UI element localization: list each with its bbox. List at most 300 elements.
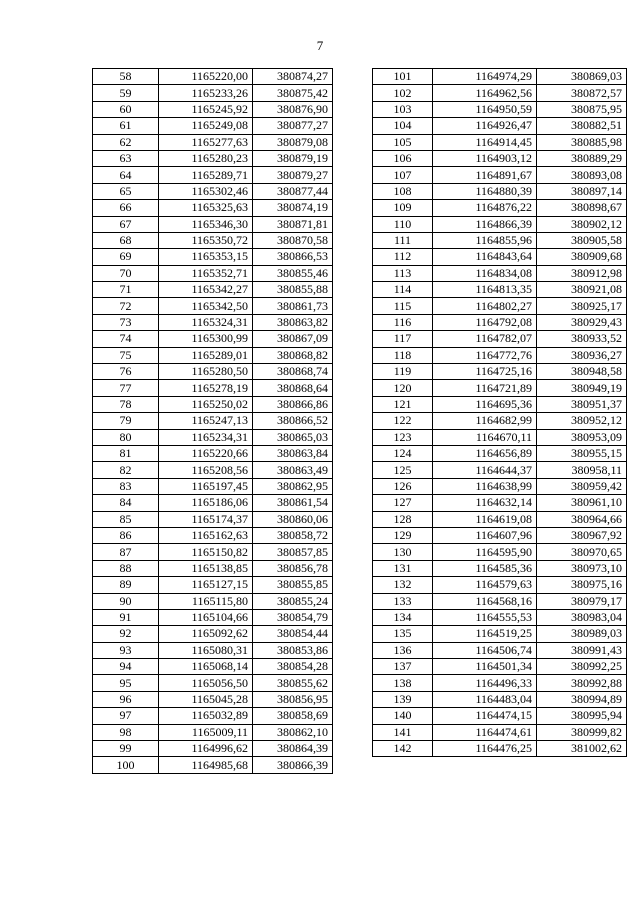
point-number-cell: 115 xyxy=(373,298,433,314)
x-coordinate-cell: 1164950,59 xyxy=(433,101,537,117)
table-row xyxy=(93,249,333,265)
y-coordinate-cell: 380953,09 xyxy=(537,429,627,445)
point-number-cell: 112 xyxy=(373,249,433,265)
point-number-cell: 111 xyxy=(373,232,433,248)
y-coordinate-cell: 380857,85 xyxy=(253,544,333,560)
x-coordinate-cell: 1165280,23 xyxy=(159,150,253,166)
coordinates-table-left xyxy=(92,68,333,774)
table-row xyxy=(93,101,333,117)
coordinates-table-right xyxy=(372,68,627,757)
table-row xyxy=(93,298,333,314)
y-coordinate-cell: 380933,52 xyxy=(537,331,627,347)
x-coordinate-cell: 1165247,13 xyxy=(159,413,253,429)
x-coordinate-cell: 1165150,82 xyxy=(159,544,253,560)
table-row xyxy=(373,741,627,757)
x-coordinate-cell: 1165032,89 xyxy=(159,708,253,724)
point-number-cell: 116 xyxy=(373,314,433,330)
x-coordinate-cell: 1164802,27 xyxy=(433,298,537,314)
table-row xyxy=(373,495,627,511)
table-row xyxy=(93,413,333,429)
x-coordinate-cell: 1165353,15 xyxy=(159,249,253,265)
point-number-cell: 104 xyxy=(373,118,433,134)
table-row xyxy=(93,150,333,166)
table-row xyxy=(93,396,333,412)
table-row xyxy=(373,150,627,166)
y-coordinate-cell: 380854,79 xyxy=(253,609,333,625)
y-coordinate-cell: 380893,08 xyxy=(537,167,627,183)
y-coordinate-cell: 380925,17 xyxy=(537,298,627,314)
y-coordinate-cell: 380874,27 xyxy=(253,69,333,85)
x-coordinate-cell: 1165277,63 xyxy=(159,134,253,150)
x-coordinate-cell: 1165056,50 xyxy=(159,675,253,691)
y-coordinate-cell: 380855,88 xyxy=(253,282,333,298)
x-coordinate-cell: 1164483,04 xyxy=(433,691,537,707)
point-number-cell: 88 xyxy=(93,560,159,576)
table-row xyxy=(93,232,333,248)
table-row xyxy=(93,691,333,707)
x-coordinate-cell: 1165127,15 xyxy=(159,577,253,593)
point-number-cell: 86 xyxy=(93,527,159,543)
table-row xyxy=(373,232,627,248)
point-number-cell: 120 xyxy=(373,380,433,396)
table-row xyxy=(93,724,333,740)
x-coordinate-cell: 1165138,85 xyxy=(159,560,253,576)
point-number-cell: 62 xyxy=(93,134,159,150)
y-coordinate-cell: 380995,94 xyxy=(537,708,627,724)
x-coordinate-cell: 1164585,36 xyxy=(433,560,537,576)
x-coordinate-cell: 1164792,08 xyxy=(433,314,537,330)
y-coordinate-cell: 380866,86 xyxy=(253,396,333,412)
table-row xyxy=(373,527,627,543)
point-number-cell: 82 xyxy=(93,462,159,478)
y-coordinate-cell: 380858,69 xyxy=(253,708,333,724)
y-coordinate-cell: 380874,19 xyxy=(253,200,333,216)
point-number-cell: 117 xyxy=(373,331,433,347)
x-coordinate-cell: 1164985,68 xyxy=(159,757,253,773)
point-number-cell: 59 xyxy=(93,85,159,101)
y-coordinate-cell: 380989,03 xyxy=(537,626,627,642)
point-number-cell: 100 xyxy=(93,757,159,773)
x-coordinate-cell: 1165045,28 xyxy=(159,691,253,707)
table-row xyxy=(373,265,627,281)
y-coordinate-cell: 380879,19 xyxy=(253,150,333,166)
x-coordinate-cell: 1164866,39 xyxy=(433,216,537,232)
x-coordinate-cell: 1165220,00 xyxy=(159,69,253,85)
y-coordinate-cell: 380856,95 xyxy=(253,691,333,707)
x-coordinate-cell: 1165300,99 xyxy=(159,331,253,347)
y-coordinate-cell: 380862,10 xyxy=(253,724,333,740)
x-coordinate-cell: 1164914,45 xyxy=(433,134,537,150)
point-number-cell: 137 xyxy=(373,659,433,675)
table-row xyxy=(373,347,627,363)
x-coordinate-cell: 1164876,22 xyxy=(433,200,537,216)
y-coordinate-cell: 380861,73 xyxy=(253,298,333,314)
x-coordinate-cell: 1164670,11 xyxy=(433,429,537,445)
y-coordinate-cell: 380877,27 xyxy=(253,118,333,134)
table-row xyxy=(93,85,333,101)
point-number-cell: 106 xyxy=(373,150,433,166)
point-number-cell: 60 xyxy=(93,101,159,117)
table-row xyxy=(93,560,333,576)
y-coordinate-cell: 380999,82 xyxy=(537,724,627,740)
x-coordinate-cell: 1164725,16 xyxy=(433,364,537,380)
point-number-cell: 73 xyxy=(93,314,159,330)
point-number-cell: 85 xyxy=(93,511,159,527)
table-row xyxy=(373,183,627,199)
x-coordinate-cell: 1164474,15 xyxy=(433,708,537,724)
y-coordinate-cell: 380866,39 xyxy=(253,757,333,773)
y-coordinate-cell: 380897,14 xyxy=(537,183,627,199)
y-coordinate-cell: 380871,81 xyxy=(253,216,333,232)
y-coordinate-cell: 380860,06 xyxy=(253,511,333,527)
point-number-cell: 66 xyxy=(93,200,159,216)
point-number-cell: 102 xyxy=(373,85,433,101)
x-coordinate-cell: 1165325,63 xyxy=(159,200,253,216)
y-coordinate-cell: 380882,51 xyxy=(537,118,627,134)
y-coordinate-cell: 380863,84 xyxy=(253,445,333,461)
x-coordinate-cell: 1164880,39 xyxy=(433,183,537,199)
point-number-cell: 72 xyxy=(93,298,159,314)
y-coordinate-cell: 380879,08 xyxy=(253,134,333,150)
y-coordinate-cell: 380951,37 xyxy=(537,396,627,412)
y-coordinate-cell: 380970,65 xyxy=(537,544,627,560)
table-row xyxy=(373,675,627,691)
x-coordinate-cell: 1165289,71 xyxy=(159,167,253,183)
x-coordinate-cell: 1164782,07 xyxy=(433,331,537,347)
table-row xyxy=(373,511,627,527)
x-coordinate-cell: 1165342,50 xyxy=(159,298,253,314)
table-row xyxy=(373,642,627,658)
point-number-cell: 68 xyxy=(93,232,159,248)
table-row xyxy=(373,413,627,429)
table-row xyxy=(93,265,333,281)
point-number-cell: 70 xyxy=(93,265,159,281)
y-coordinate-cell: 380861,54 xyxy=(253,495,333,511)
y-coordinate-cell: 380855,85 xyxy=(253,577,333,593)
x-coordinate-cell: 1165115,80 xyxy=(159,593,253,609)
point-number-cell: 122 xyxy=(373,413,433,429)
y-coordinate-cell: 380961,10 xyxy=(537,495,627,511)
point-number-cell: 101 xyxy=(373,69,433,85)
point-number-cell: 93 xyxy=(93,642,159,658)
table-row xyxy=(93,609,333,625)
table-row xyxy=(373,282,627,298)
point-number-cell: 128 xyxy=(373,511,433,527)
y-coordinate-cell: 380863,49 xyxy=(253,462,333,478)
table-row xyxy=(93,626,333,642)
point-number-cell: 74 xyxy=(93,331,159,347)
table-row xyxy=(93,183,333,199)
x-coordinate-cell: 1165174,37 xyxy=(159,511,253,527)
table-row xyxy=(373,691,627,707)
point-number-cell: 96 xyxy=(93,691,159,707)
y-coordinate-cell: 380862,95 xyxy=(253,478,333,494)
y-coordinate-cell: 380858,72 xyxy=(253,527,333,543)
y-coordinate-cell: 380898,67 xyxy=(537,200,627,216)
y-coordinate-cell: 380854,44 xyxy=(253,626,333,642)
table-row xyxy=(373,200,627,216)
point-number-cell: 131 xyxy=(373,560,433,576)
y-coordinate-cell: 380994,89 xyxy=(537,691,627,707)
y-coordinate-cell: 380948,58 xyxy=(537,364,627,380)
x-coordinate-cell: 1164721,89 xyxy=(433,380,537,396)
x-coordinate-cell: 1165009,11 xyxy=(159,724,253,740)
y-coordinate-cell: 380885,98 xyxy=(537,134,627,150)
point-number-cell: 65 xyxy=(93,183,159,199)
table-row xyxy=(373,364,627,380)
y-coordinate-cell: 380867,09 xyxy=(253,331,333,347)
table-row xyxy=(93,511,333,527)
point-number-cell: 64 xyxy=(93,167,159,183)
point-number-cell: 81 xyxy=(93,445,159,461)
y-coordinate-cell: 380991,43 xyxy=(537,642,627,658)
table-row xyxy=(93,757,333,773)
y-coordinate-cell: 380864,39 xyxy=(253,741,333,757)
x-coordinate-cell: 1164656,89 xyxy=(433,445,537,461)
table-row xyxy=(373,544,627,560)
x-coordinate-cell: 1165278,19 xyxy=(159,380,253,396)
table-row xyxy=(93,69,333,85)
table-row xyxy=(93,593,333,609)
point-number-cell: 142 xyxy=(373,741,433,757)
point-number-cell: 110 xyxy=(373,216,433,232)
point-number-cell: 77 xyxy=(93,380,159,396)
point-number-cell: 76 xyxy=(93,364,159,380)
y-coordinate-cell: 380868,74 xyxy=(253,364,333,380)
x-coordinate-cell: 1164519,25 xyxy=(433,626,537,642)
x-coordinate-cell: 1164891,67 xyxy=(433,167,537,183)
x-coordinate-cell: 1165068,14 xyxy=(159,659,253,675)
table-row xyxy=(373,331,627,347)
x-coordinate-cell: 1164855,96 xyxy=(433,232,537,248)
y-coordinate-cell: 380879,27 xyxy=(253,167,333,183)
point-number-cell: 140 xyxy=(373,708,433,724)
x-coordinate-cell: 1165346,30 xyxy=(159,216,253,232)
y-coordinate-cell: 380869,03 xyxy=(537,69,627,85)
table-row xyxy=(373,445,627,461)
y-coordinate-cell: 380889,29 xyxy=(537,150,627,166)
x-coordinate-cell: 1164962,56 xyxy=(433,85,537,101)
point-number-cell: 61 xyxy=(93,118,159,134)
point-number-cell: 107 xyxy=(373,167,433,183)
table-row xyxy=(93,445,333,461)
table-row xyxy=(93,659,333,675)
y-coordinate-cell: 380863,82 xyxy=(253,314,333,330)
x-coordinate-cell: 1164843,64 xyxy=(433,249,537,265)
x-coordinate-cell: 1164644,37 xyxy=(433,462,537,478)
x-coordinate-cell: 1165104,66 xyxy=(159,609,253,625)
y-coordinate-cell: 380870,58 xyxy=(253,232,333,248)
point-number-cell: 124 xyxy=(373,445,433,461)
x-coordinate-cell: 1165092,62 xyxy=(159,626,253,642)
point-number-cell: 63 xyxy=(93,150,159,166)
y-coordinate-cell: 380967,92 xyxy=(537,527,627,543)
table-row xyxy=(93,167,333,183)
table-row xyxy=(373,462,627,478)
y-coordinate-cell: 380958,11 xyxy=(537,462,627,478)
x-coordinate-cell: 1164607,96 xyxy=(433,527,537,543)
y-coordinate-cell: 380854,28 xyxy=(253,659,333,675)
y-coordinate-cell: 380856,78 xyxy=(253,560,333,576)
x-coordinate-cell: 1165302,46 xyxy=(159,183,253,199)
x-coordinate-cell: 1164496,33 xyxy=(433,675,537,691)
y-coordinate-cell: 380855,24 xyxy=(253,593,333,609)
x-coordinate-cell: 1164555,53 xyxy=(433,609,537,625)
point-number-cell: 83 xyxy=(93,478,159,494)
point-number-cell: 113 xyxy=(373,265,433,281)
table-row xyxy=(93,429,333,445)
table-row xyxy=(93,347,333,363)
x-coordinate-cell: 1165280,50 xyxy=(159,364,253,380)
point-number-cell: 134 xyxy=(373,609,433,625)
y-coordinate-cell: 380973,10 xyxy=(537,560,627,576)
table-row xyxy=(93,364,333,380)
x-coordinate-cell: 1164476,25 xyxy=(433,741,537,757)
point-number-cell: 103 xyxy=(373,101,433,117)
table-row xyxy=(373,134,627,150)
y-coordinate-cell: 380877,44 xyxy=(253,183,333,199)
table-row xyxy=(93,708,333,724)
x-coordinate-cell: 1164695,36 xyxy=(433,396,537,412)
point-number-cell: 108 xyxy=(373,183,433,199)
x-coordinate-cell: 1165245,92 xyxy=(159,101,253,117)
x-coordinate-cell: 1165080,31 xyxy=(159,642,253,658)
x-coordinate-cell: 1164638,99 xyxy=(433,478,537,494)
y-coordinate-cell: 380983,04 xyxy=(537,609,627,625)
x-coordinate-cell: 1164474,61 xyxy=(433,724,537,740)
x-coordinate-cell: 1164926,47 xyxy=(433,118,537,134)
table-row xyxy=(93,642,333,658)
point-number-cell: 141 xyxy=(373,724,433,740)
x-coordinate-cell: 1165197,45 xyxy=(159,478,253,494)
table-row xyxy=(93,741,333,757)
table-row xyxy=(93,200,333,216)
point-number-cell: 98 xyxy=(93,724,159,740)
y-coordinate-cell: 380855,62 xyxy=(253,675,333,691)
table-row xyxy=(93,216,333,232)
page-number: 7 xyxy=(316,38,324,53)
x-coordinate-cell: 1164682,99 xyxy=(433,413,537,429)
point-number-cell: 58 xyxy=(93,69,159,85)
y-coordinate-cell: 380949,19 xyxy=(537,380,627,396)
table-row xyxy=(373,429,627,445)
x-coordinate-cell: 1165220,66 xyxy=(159,445,253,461)
y-coordinate-cell: 380855,46 xyxy=(253,265,333,281)
y-coordinate-cell: 380992,25 xyxy=(537,659,627,675)
x-coordinate-cell: 1165324,31 xyxy=(159,314,253,330)
x-coordinate-cell: 1165350,72 xyxy=(159,232,253,248)
x-coordinate-cell: 1165208,56 xyxy=(159,462,253,478)
table-row xyxy=(93,495,333,511)
x-coordinate-cell: 1164996,62 xyxy=(159,741,253,757)
y-coordinate-cell: 380909,68 xyxy=(537,249,627,265)
point-number-cell: 80 xyxy=(93,429,159,445)
point-number-cell: 97 xyxy=(93,708,159,724)
table-row xyxy=(373,659,627,675)
point-number-cell: 138 xyxy=(373,675,433,691)
x-coordinate-cell: 1164813,35 xyxy=(433,282,537,298)
y-coordinate-cell: 380975,16 xyxy=(537,577,627,593)
x-coordinate-cell: 1165289,01 xyxy=(159,347,253,363)
x-coordinate-cell: 1164568,16 xyxy=(433,593,537,609)
point-number-cell: 90 xyxy=(93,593,159,609)
x-coordinate-cell: 1164506,74 xyxy=(433,642,537,658)
point-number-cell: 91 xyxy=(93,609,159,625)
table-row xyxy=(373,724,627,740)
x-coordinate-cell: 1164579,63 xyxy=(433,577,537,593)
point-number-cell: 121 xyxy=(373,396,433,412)
point-number-cell: 132 xyxy=(373,577,433,593)
point-number-cell: 78 xyxy=(93,396,159,412)
table-row xyxy=(373,380,627,396)
point-number-cell: 79 xyxy=(93,413,159,429)
table-row xyxy=(373,708,627,724)
table-row xyxy=(93,380,333,396)
x-coordinate-cell: 1165233,26 xyxy=(159,85,253,101)
table-row xyxy=(373,609,627,625)
point-number-cell: 127 xyxy=(373,495,433,511)
table-row xyxy=(373,118,627,134)
x-coordinate-cell: 1165186,06 xyxy=(159,495,253,511)
y-coordinate-cell: 380905,58 xyxy=(537,232,627,248)
point-number-cell: 133 xyxy=(373,593,433,609)
y-coordinate-cell: 380959,42 xyxy=(537,478,627,494)
x-coordinate-cell: 1165249,08 xyxy=(159,118,253,134)
table-row xyxy=(93,314,333,330)
point-number-cell: 114 xyxy=(373,282,433,298)
table-row xyxy=(373,577,627,593)
point-number-cell: 95 xyxy=(93,675,159,691)
coordinates-table-left-body xyxy=(93,69,333,774)
y-coordinate-cell: 380875,42 xyxy=(253,85,333,101)
y-coordinate-cell: 380866,53 xyxy=(253,249,333,265)
table-row xyxy=(93,675,333,691)
x-coordinate-cell: 1165352,71 xyxy=(159,265,253,281)
x-coordinate-cell: 1165162,63 xyxy=(159,527,253,543)
x-coordinate-cell: 1164501,34 xyxy=(433,659,537,675)
point-number-cell: 99 xyxy=(93,741,159,757)
y-coordinate-cell: 380876,90 xyxy=(253,101,333,117)
y-coordinate-cell: 380865,03 xyxy=(253,429,333,445)
x-coordinate-cell: 1164834,08 xyxy=(433,265,537,281)
x-coordinate-cell: 1164903,12 xyxy=(433,150,537,166)
point-number-cell: 126 xyxy=(373,478,433,494)
point-number-cell: 118 xyxy=(373,347,433,363)
point-number-cell: 130 xyxy=(373,544,433,560)
point-number-cell: 87 xyxy=(93,544,159,560)
table-row xyxy=(373,478,627,494)
table-row xyxy=(373,167,627,183)
x-coordinate-cell: 1165250,02 xyxy=(159,396,253,412)
table-row xyxy=(373,298,627,314)
table-row xyxy=(373,101,627,117)
table-row xyxy=(373,396,627,412)
x-coordinate-cell: 1165234,31 xyxy=(159,429,253,445)
point-number-cell: 119 xyxy=(373,364,433,380)
point-number-cell: 109 xyxy=(373,200,433,216)
y-coordinate-cell: 380952,12 xyxy=(537,413,627,429)
y-coordinate-cell: 380921,08 xyxy=(537,282,627,298)
point-number-cell: 92 xyxy=(93,626,159,642)
x-coordinate-cell: 1164974,29 xyxy=(433,69,537,85)
table-row xyxy=(373,216,627,232)
table-row xyxy=(373,69,627,85)
point-number-cell: 94 xyxy=(93,659,159,675)
point-number-cell: 75 xyxy=(93,347,159,363)
table-row xyxy=(373,593,627,609)
y-coordinate-cell: 380936,27 xyxy=(537,347,627,363)
point-number-cell: 84 xyxy=(93,495,159,511)
